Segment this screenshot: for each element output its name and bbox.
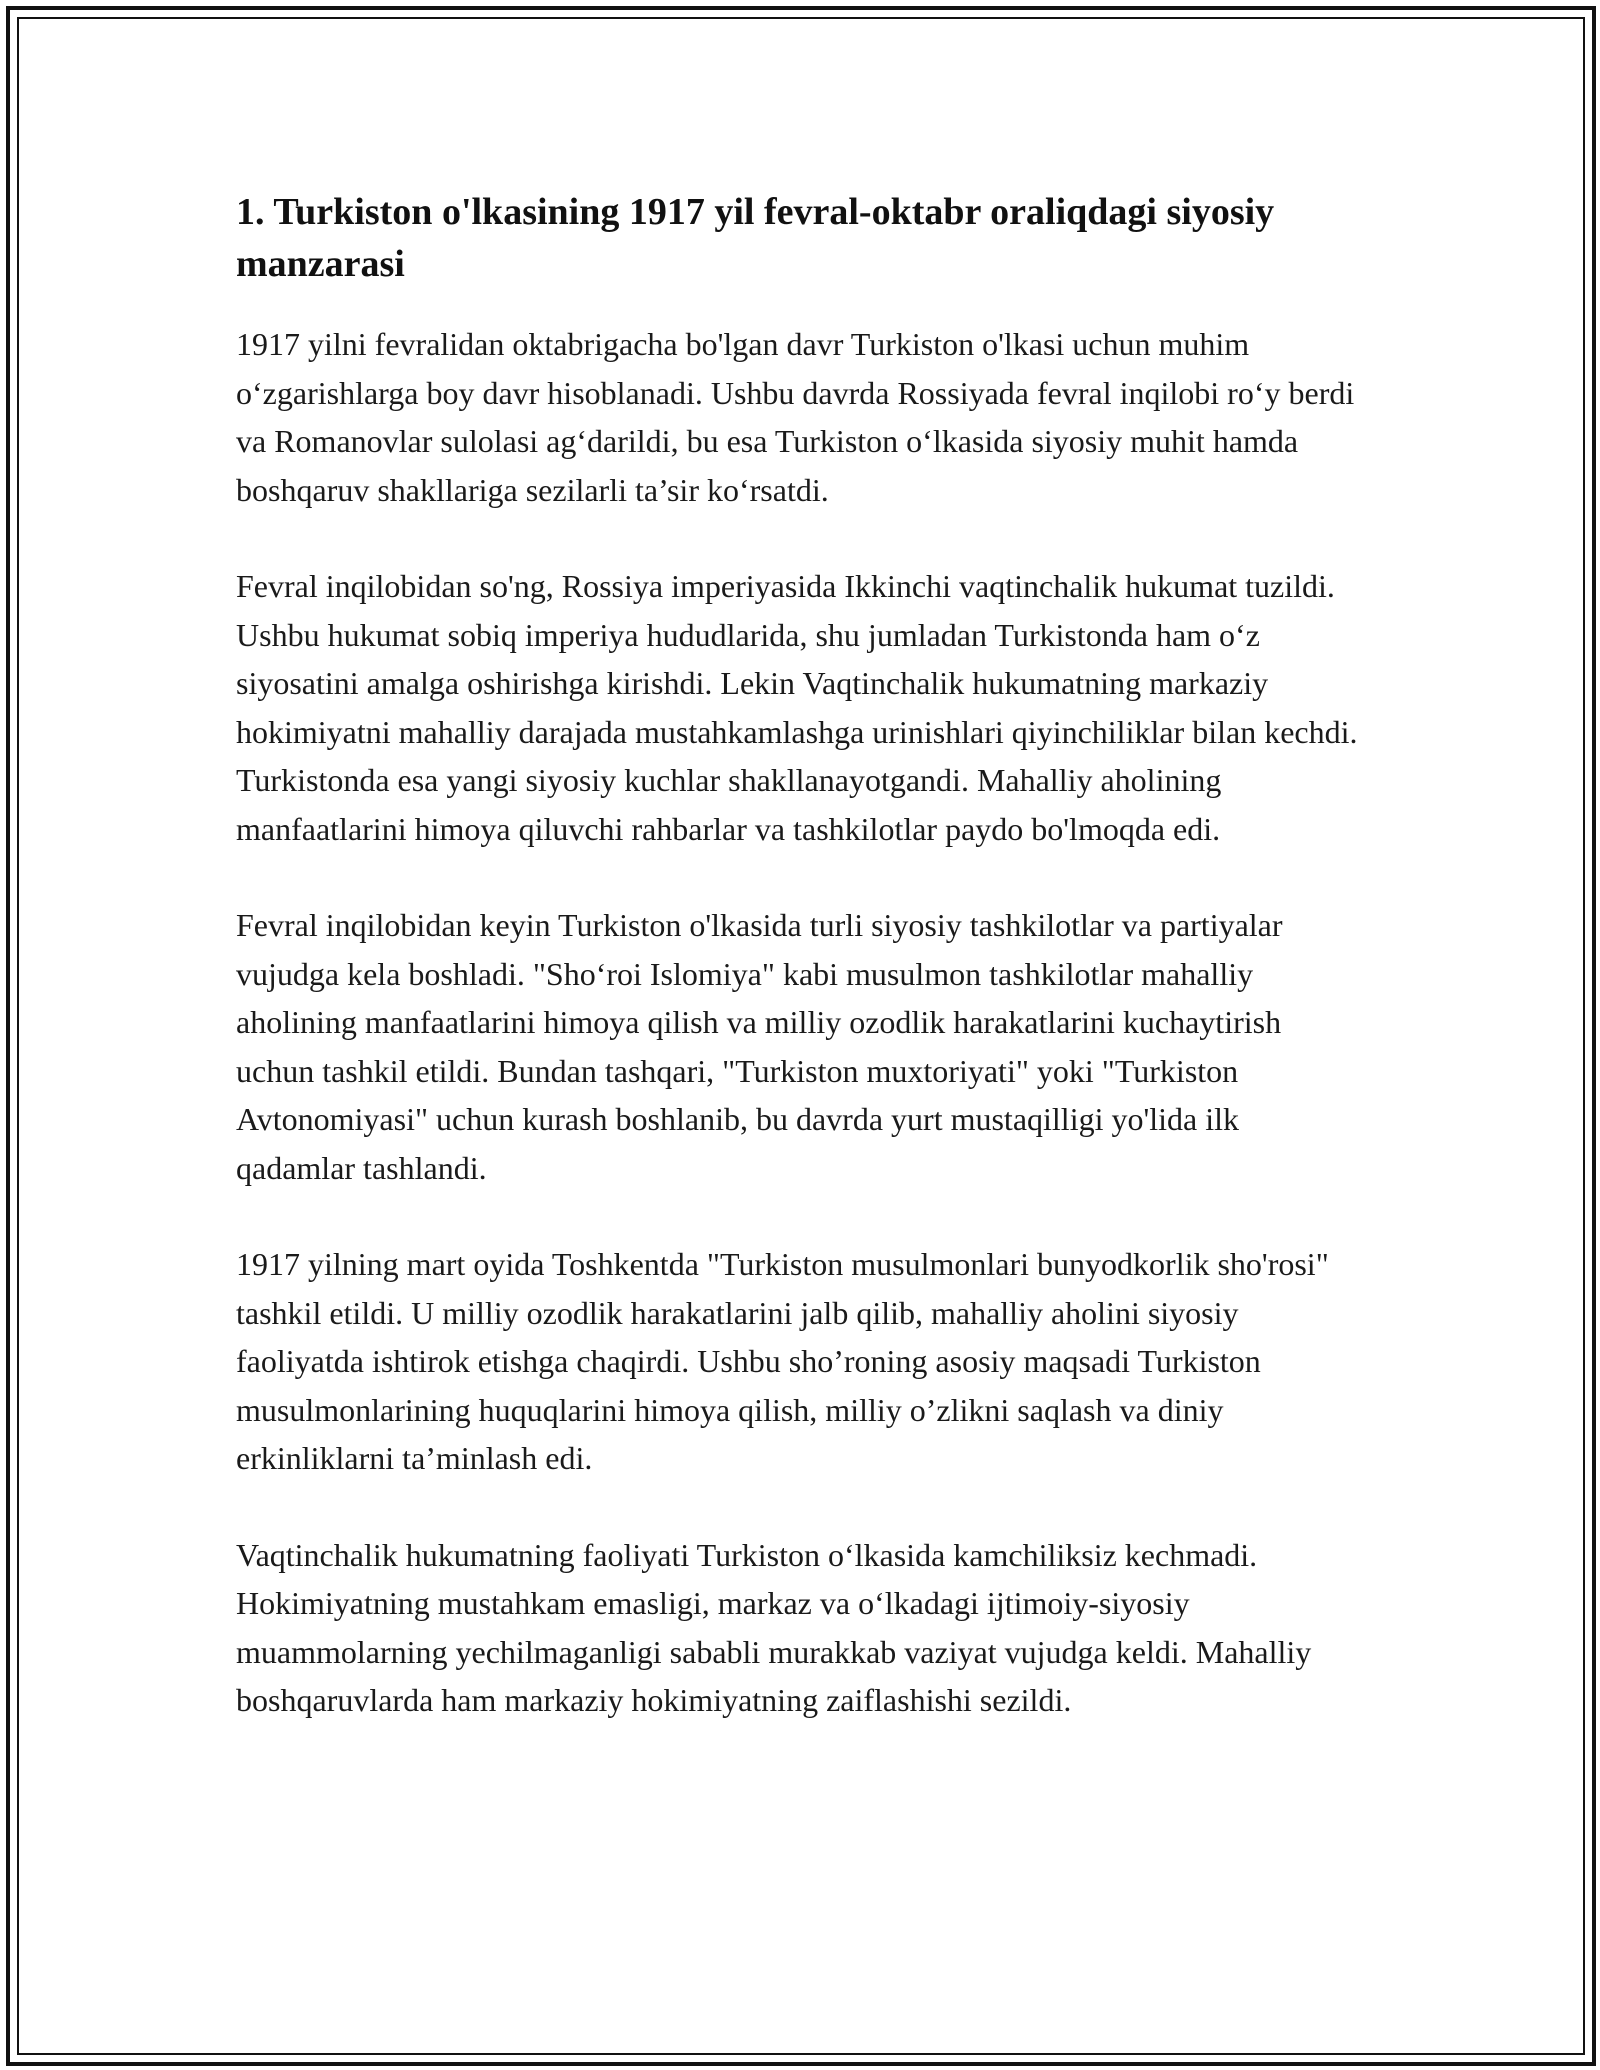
document-body — [236, 186, 1366, 1773]
paragraph-1: 1917 yilni fevralidan oktabrigacha bo'lgan davr Turkiston o'lkasi uchun muhim o‘zgarishlarga boy davr hisoblanadi. Ushbu davrda Rossiyada fevral inqilobi ro‘y berdi va Romanovlar sulolasi ag‘darildi, bu esa Turkiston o‘lkasida siyosiy muhit hamda boshqaruv shakllariga sezilarli ta’sir ko‘rsatdi. — [236, 326, 1355, 508]
paragraph-4: 1917 yilning mart oyida Toshkentda "Turkiston musulmonlari bunyodkorlik sho'rosi" tashkil etildi. U milliy ozodlik harakatlarini jalb qilib, mahalliy aholini siyosiy faoliyatda ishtirok etishga chaqirdi. Ushbu sho’roning asosiy maqsadi Turkiston musulmonlarining huquqlarini himoya qilish, milliy o’zlikni saqlash va diniy erkinliklarni ta’minlash edi. — [236, 1246, 1329, 1476]
paragraph-5: Vaqtinchalik hukumatning faoliyati Turkiston o‘lkasida kamchiliksiz kechmadi. Hokimiyatning mustahkam emasligi, markaz va o‘lkadagi ijtimoiy-siyosiy muammolarning yechilmaganligi sababli murakkab vaziyat vujudga keldi. Mahalliy boshqaruvlarda ham markaziy hokimiyatning zaiflashishi sezildi. — [236, 1536, 1312, 1718]
paragraph-3: Fevral inqilobidan keyin Turkiston o'lkasida turli siyosiy tashkilotlar va partiyalar vujudga kela boshladi. "Sho‘roi Islomiya" kabi musulmon tashkilotlar mahalliy aholining manfaatlarini himoya qilish va milliy ozodlik harakatlarini kuchaytirish uchun tashkil etildi. Bundan tashqari, "Turkiston muxtoriyati" yoki "Turkiston Avtonomiyasi" uchun kurash boshlanib, bu davrda yurt mustaqilligi yo'lida ilk qadamlar tashlandi. — [236, 907, 1283, 1186]
paragraph-2: Fevral inqilobidan so'ng, Rossiya imperiyasida Ikkinchi vaqtinchalik hukumat tuzildi. Ushbu hukumat sobiq imperiya hududlarida, shu jumladan Turkistonda ham o‘z siyosatini amalga oshirishga kirishdi. Lekin Vaqtinchalik hukumatning markaziy hokimiyatni mahalliy darajada mustahkamlashga urinishlari qiyinchiliklar bilan kechdi. Turkistonda esa yangi siyosiy kuchlar shakllanayotgandi. Mahalliy aholining manfaatlarini himoya qiluvchi rahbarlar va tashkilotlar paydo bo'lmoqda edi. — [236, 568, 1358, 847]
section-title: 1. Turkiston o'lkasining 1917 yil fevral-oktabr oraliqdagi siyosiy manzarasi — [236, 191, 1275, 285]
